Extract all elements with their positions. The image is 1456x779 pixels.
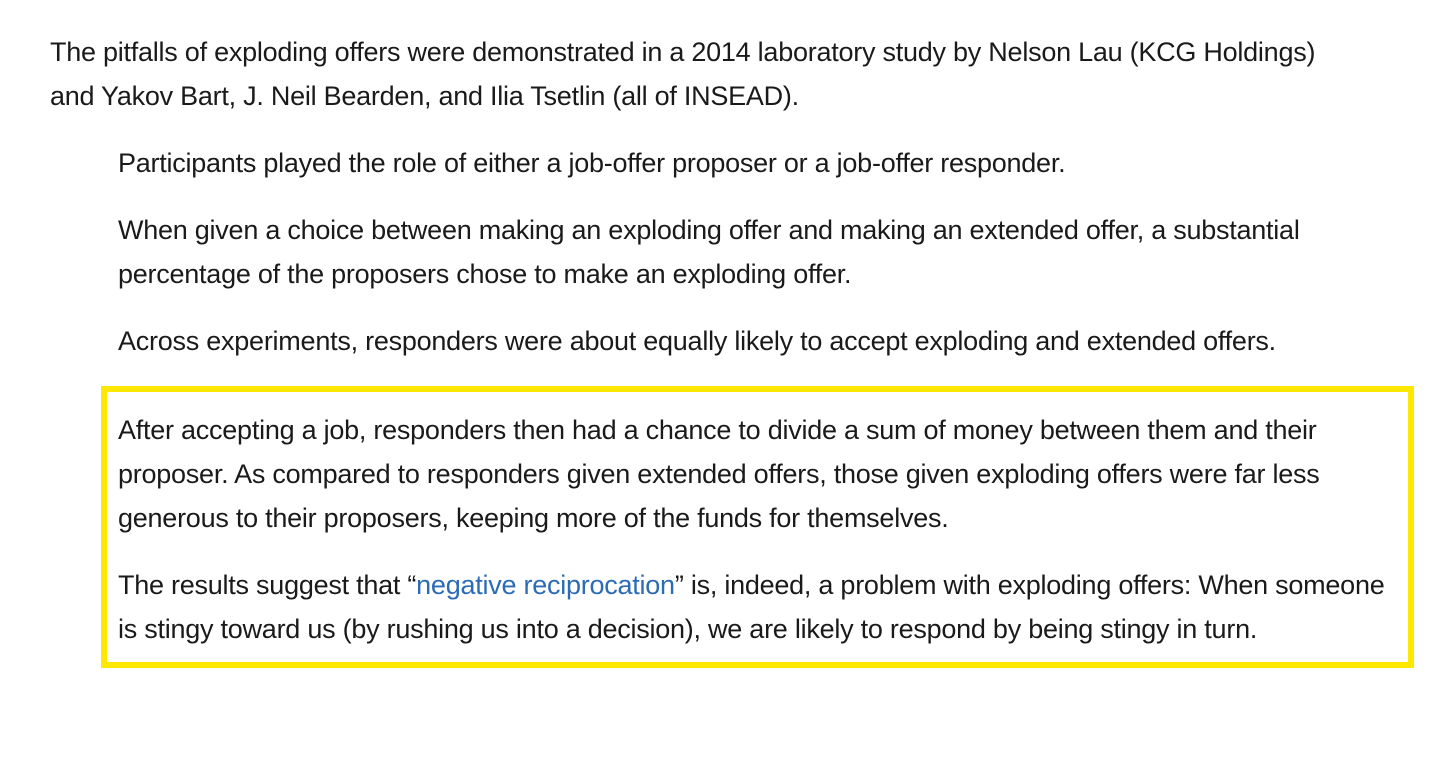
negative-reciprocation-link[interactable]: negative reciprocation (416, 570, 675, 600)
study-finding-paragraph-2: When given a choice between making an exploding offer and making an extended offer, a substantial percentage of the proposers chose to make an exploding offer. (118, 215, 1300, 289)
highlighted-paragraph-2-suffix: ” is, indeed, a problem with exploding offers: When someone is stingy toward us (by rushing us into a decision), we are likely to respond by being stingy in turn. (118, 570, 1385, 644)
intro-paragraph: The pitfalls of exploding offers were demonstrated in a 2014 laboratory study by Nelson Lau (KCG Holdings) and Yakov Bart, J. Neil Bearden, and Ilia Tsetlin (all of INSEAD). (50, 37, 1316, 111)
highlighted-paragraph-2 (118, 563, 1388, 651)
study-finding-paragraph-1: Participants played the role of either a job-offer proposer or a job-offer responder. (118, 148, 1066, 178)
highlight-annotation-box (101, 386, 1414, 668)
study-finding-paragraph-3: Across experiments, responders were about equally likely to accept exploding and extended offers. (118, 326, 1276, 356)
highlighted-paragraph-1: After accepting a job, responders then had a chance to divide a sum of money between them and their proposer. As compared to responders given extended offers, those given exploding offers were far less generous to their proposers, keeping more of the funds for themselves. (118, 415, 1320, 533)
highlighted-paragraph-2-prefix: The results suggest that “ (118, 570, 417, 600)
